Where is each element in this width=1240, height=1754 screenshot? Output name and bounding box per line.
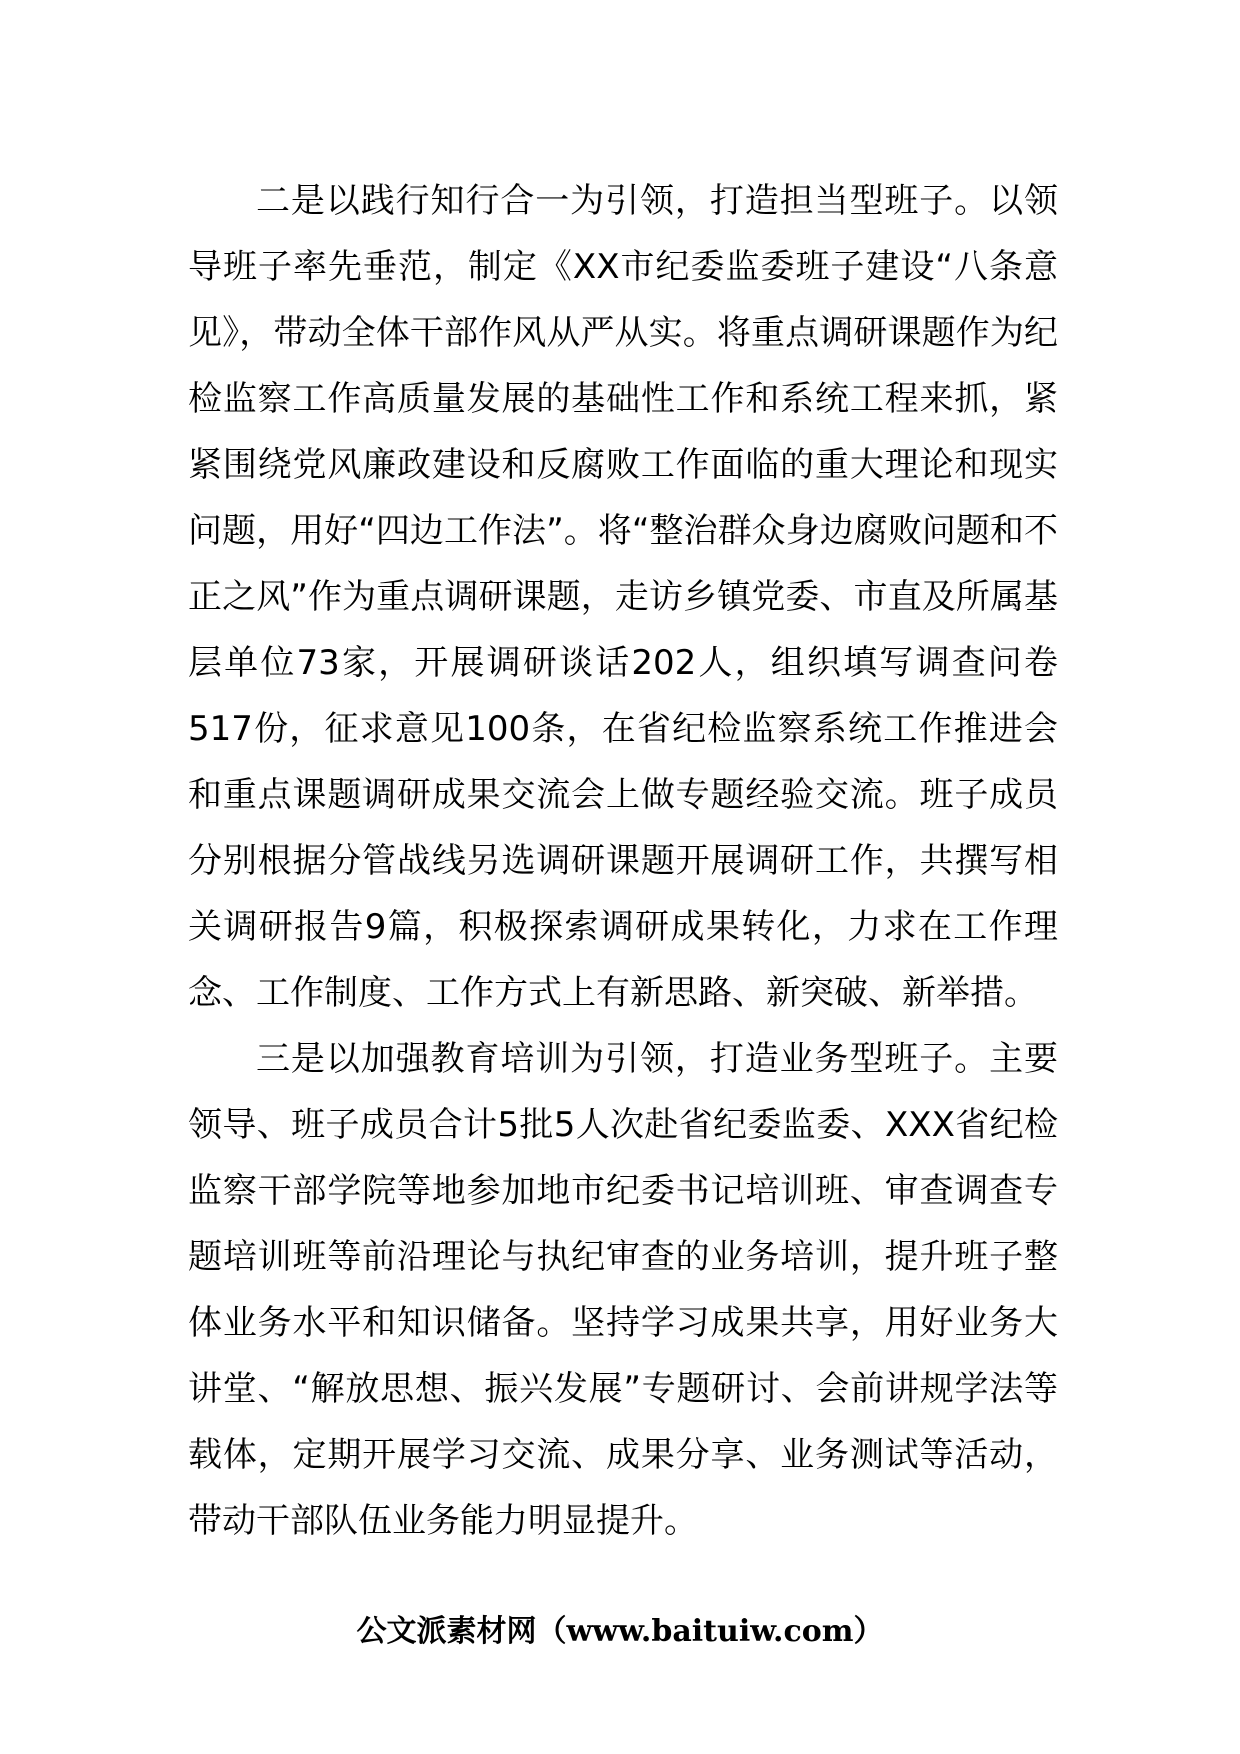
footer-watermark: 公文派素材网（www.baituiw.com） xyxy=(356,1614,884,1649)
paragraph-education-training: 三是以加强教育培训为引领，打造业务型班子。主要领导、班子成员合计5批5人次赴省纪委监委、XXX省纪检监察干部学院等地参加地市纪委书记培训班、审查调查专题培训班等前沿理论与执纪审查的业务培训，提升班子整体业务水平和知识储备。坚持学习成果共享，用好业务大讲堂、“解放思想、振兴发展”专题研讨、会前讲规学法等载体，定期开展学习交流、成果分享、业务测试等活动，带动干部队伍业务能力明显提升。 xyxy=(188,1039,1058,1541)
document-body xyxy=(188,168,1058,1554)
paragraph-leadership-practice: 二是以践行知行合一为引领，打造担当型班子。以领导班子率先垂范，制定《XX市纪委监委班子建设“八条意见》，带动全体干部作风从严从实。将重点调研课题作为纪检监察工作高质量发展的基础性工作和系统工程来抓，紧紧围绕党风廉政建设和反腐败工作面临的重大理论和现实问题，用好“四边工作法”。将“整治群众身边腐败问题和不正之风”作为重点调研课题，走访乡镇党委、市直及所属基层单位73家，开展调研谈话202人，组织填写调查问卷517份，征求意见100条，在省纪检监察系统工作推进会和重点课题调研成果交流会上做专题经验交流。班子成员分别根据分管战线另选调研课题开展调研工作，共撰写相关调研报告9篇，积极探索调研成果转化，力求在工作理念、工作制度、工作方式上有新思路、新突破、新举措。 xyxy=(188,181,1058,1013)
